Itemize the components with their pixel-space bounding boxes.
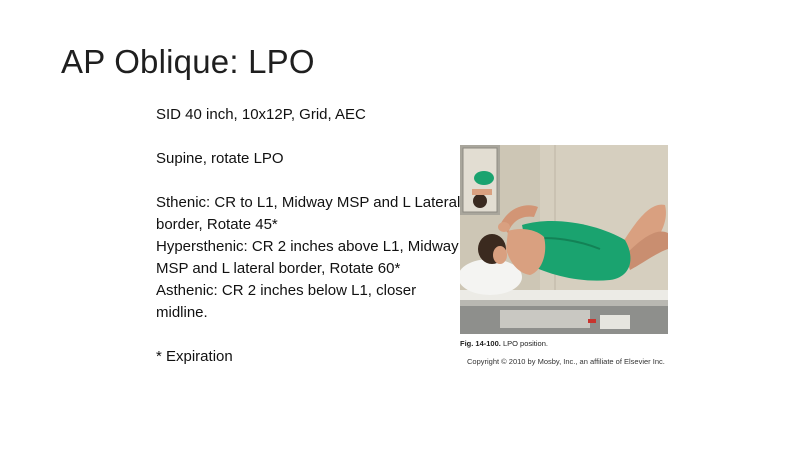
copyright-notice: Copyright © 2010 by Mosby, Inc., an affiliate of Elsevier Inc. [467,357,665,366]
slide-title: AP Oblique: LPO [61,43,315,80]
figure-number: Fig. 14-100. [460,339,501,348]
body-line-expiration: * Expiration [156,348,233,365]
body-line-hypersthenic: Hypersthenic: CR 2 inches above L1, Midway MSP and L lateral border, Rotate 60* [156,238,459,277]
body-line-sthenic: Sthenic: CR to L1, Midway MSP and L Lateral border, Rotate 45* [156,194,461,233]
body-line-asthenic: Asthenic: CR 2 inches below L1, closer midline. [156,282,417,321]
spacer [156,324,461,346]
figure-caption [460,339,548,348]
slide-body [156,104,461,368]
spacer [156,170,461,192]
lpo-position-photo [460,145,668,334]
body-line-supine: Supine, rotate LPO [156,150,284,167]
body-line-sid: SID 40 inch, 10x12P, Grid, AEC [156,106,366,123]
spacer [156,126,461,148]
figure-caption-text: LPO position. [500,339,548,348]
